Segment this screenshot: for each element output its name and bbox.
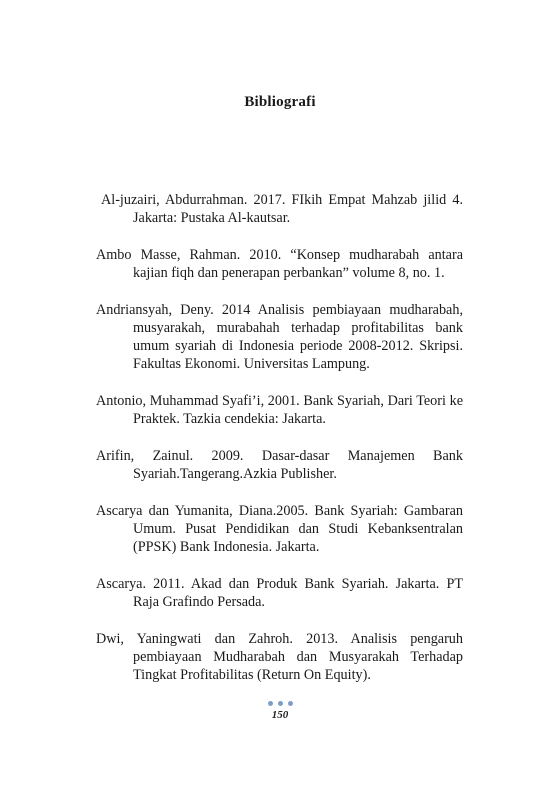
ornament-dot-icon [288, 701, 293, 706]
bibliography-list [96, 177, 463, 703]
page-title: Bibliografi [244, 94, 316, 110]
footer-ornament-dots [0, 701, 560, 707]
bibliography-entry: Ascarya dan Yumanita, Diana.2005. Bank Syariah: Gambaran Umum. Pusat Pendidikan dan Studi Kebanksentralan (PPSK) Bank Indonesia. Jakarta. [96, 503, 463, 556]
ornament-dot-icon [278, 701, 283, 706]
ornament-dot-icon [268, 701, 273, 706]
page-footer [0, 701, 560, 721]
bibliography-entry: Al-juzairi, Abdurrahman. 2017. FIkih Empat Mahzab jilid 4. Jakarta: Pustaka Al-kautsar. [101, 192, 463, 227]
bibliography-entry: Dwi, Yaningwati dan Zahroh. 2013. Analisis pengaruh pembiayaan Mudharabah dan Musyarakah Terhadap Tingkat Profitabilitas (Return On Equity). [96, 631, 463, 684]
bibliography-entry: Ambo Masse, Rahman. 2010. “Konsep mudharabah antara kajian fiqh dan penerapan perbankan” volume 8, no. 1. [96, 247, 463, 282]
bibliography-entry: Ascarya. 2011. Akad dan Produk Bank Syariah. Jakarta. PT Raja Grafindo Persada. [96, 576, 463, 611]
bibliography-entry: Arifin, Zainul. 2009. Dasar-dasar Manajemen Bank Syariah.Tangerang.Azkia Publisher. [96, 448, 463, 483]
bibliography-entry: Antonio, Muhammad Syafi’i, 2001. Bank Syariah, Dari Teori ke Praktek. Tazkia cendekia: Jakarta. [96, 393, 463, 428]
bibliography-entry: Andriansyah, Deny. 2014 Analisis pembiayaan mudharabah, musyarakah, murabahah terhadap profitabilitas bank umum syariah di Indonesia periode 2008-2012. Skripsi. Fakultas Ekonomi. Universitas Lampung. [96, 302, 463, 373]
page-number: 150 [271, 709, 289, 721]
